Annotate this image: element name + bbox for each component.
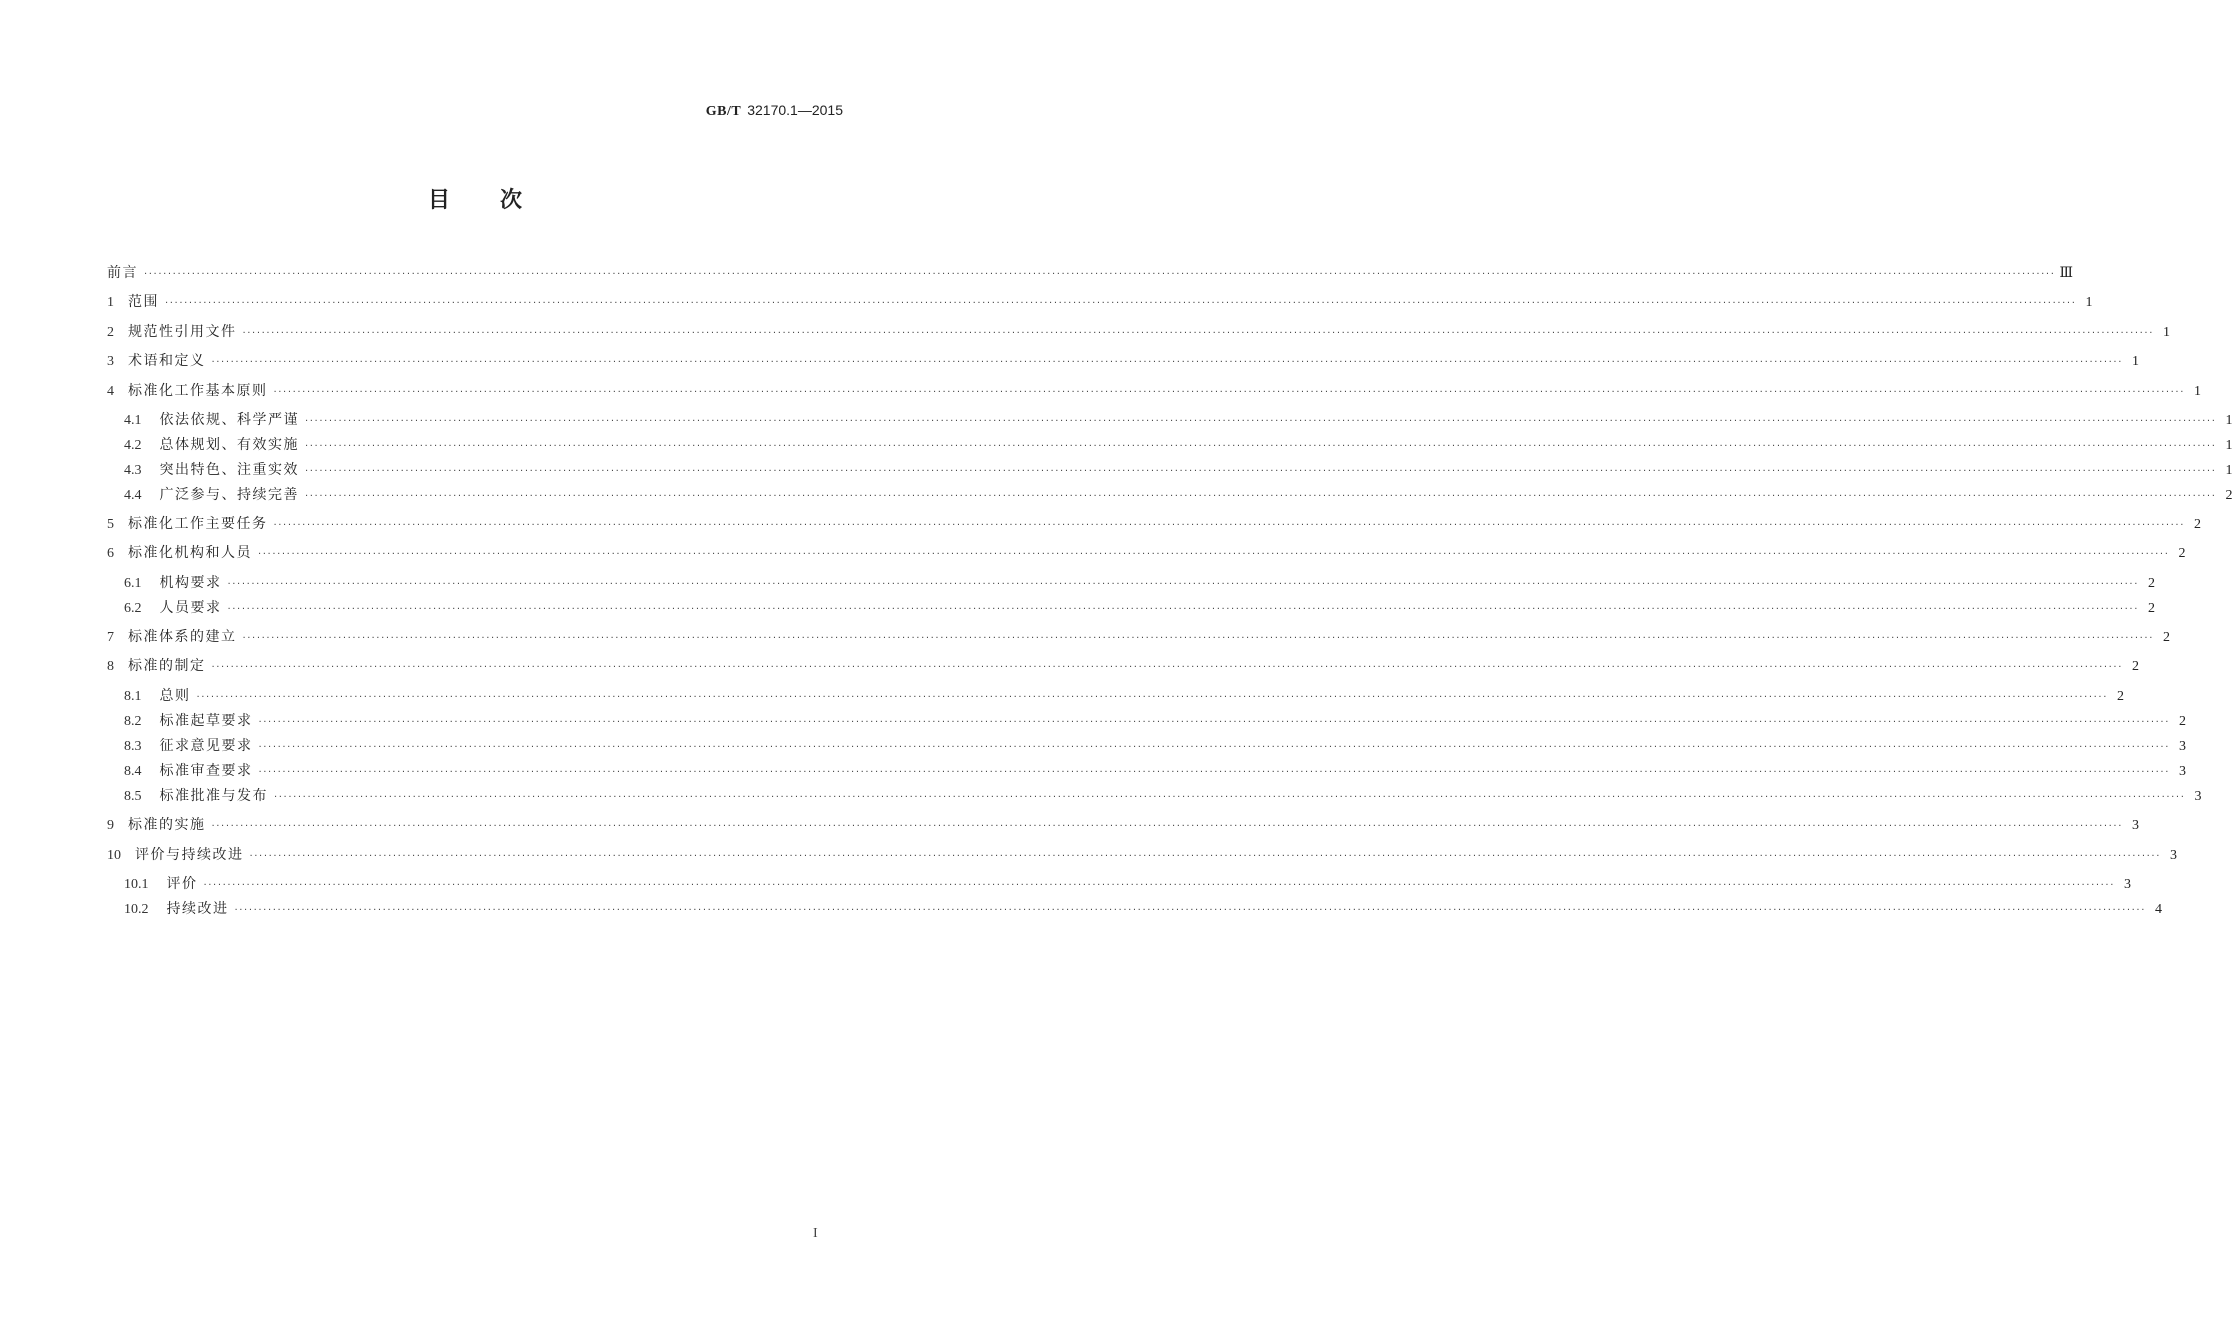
toc-section-number: 10.1 [124, 877, 149, 892]
toc-section-number: 4 [107, 384, 114, 399]
toc-entry[interactable] [124, 874, 2131, 894]
toc-entry-label [124, 736, 253, 757]
toc-entry[interactable] [107, 292, 2093, 312]
toc-entry[interactable] [107, 543, 2186, 563]
toc-entry-label [124, 686, 191, 707]
toc-entry-label [124, 435, 299, 456]
toc-dot-leader: ················································································································································································································································································································································································································ [258, 767, 2170, 778]
toc-entry[interactable] [107, 627, 2170, 647]
toc-page-number: Ⅲ [2059, 266, 2073, 281]
toc-entry[interactable] [107, 381, 2201, 401]
toc-dot-leader: ················································································································································································································································································································································································································ [274, 792, 2186, 803]
toc-section-title: 标准起草要求 [159, 713, 253, 729]
toc-page-number: 2 [2147, 576, 2155, 591]
toc-page-number: 1 [2225, 438, 2232, 453]
toc-page-number: 2 [2225, 488, 2232, 503]
toc-entry-label [124, 598, 222, 619]
toc-section-title: 广泛参与、持续完善 [159, 487, 299, 503]
toc-entry-label [107, 514, 268, 535]
toc-section-number: 6 [107, 546, 114, 561]
toc-section-title: 术语和定义 [128, 353, 206, 369]
toc-entry-label [124, 874, 198, 895]
toc-entry-label [107, 381, 268, 402]
toc-entry-label [107, 815, 206, 836]
toc-page-number: 3 [2178, 739, 2186, 754]
toc-entry[interactable] [124, 410, 2232, 430]
toc-page-number: 2 [2162, 630, 2170, 645]
toc-entry[interactable] [124, 711, 2186, 731]
toc-section-title: 总体规划、有效实施 [159, 437, 299, 453]
toc-section-title: 标准的制定 [128, 658, 206, 674]
toc-entry[interactable] [124, 686, 2124, 706]
toc-dot-leader: ················································································································································································································································································································································································································ [227, 579, 2139, 590]
toc-dot-leader: ················································································································································································································································································································································································································ [249, 851, 2161, 862]
toc-entry[interactable] [124, 736, 2186, 756]
toc-entry[interactable] [124, 761, 2186, 781]
toc-entry-label [124, 786, 268, 807]
toc-entry[interactable] [107, 514, 2201, 534]
toc-section-title: 征求意见要求 [159, 738, 253, 754]
toc-section-title: 范围 [128, 294, 159, 310]
toc-section-number: 8.4 [124, 764, 142, 779]
toc-page-number: 2 [2147, 601, 2155, 616]
toc-entry-label [107, 656, 206, 677]
toc-entry-label [107, 543, 252, 564]
toc-page-number: 3 [2194, 789, 2202, 804]
toc-section-number: 8 [107, 659, 114, 674]
toc-page-number: 3 [2169, 848, 2177, 863]
toc-page-number: 1 [2085, 295, 2093, 310]
toc-page-number: 3 [2123, 877, 2131, 892]
toc-entry-label [107, 292, 159, 313]
toc-dot-leader: ················································································································································································································································································································································································································ [144, 269, 2056, 280]
toc-dot-leader: ················································································································································································································································································································································································································ [211, 662, 2123, 673]
toc-entry-label [124, 899, 229, 920]
toc-entry[interactable] [107, 815, 2139, 835]
toc-entry[interactable] [107, 351, 2139, 371]
toc-dot-leader: ················································································································································································································································································································································································································ [203, 880, 2115, 891]
toc-page-number: 2 [2178, 714, 2186, 729]
toc-section-number: 9 [107, 818, 114, 833]
toc-dot-leader: ················································································································································································································································································································································································································ [211, 357, 2123, 368]
toc-entry[interactable] [124, 485, 2232, 505]
toc-section-title: 规范性引用文件 [128, 324, 237, 340]
toc-page-number: 1 [2225, 463, 2232, 478]
toc-dot-leader: ················································································································································································································································································································································································································ [273, 520, 2185, 531]
toc-dot-leader: ················································································································································································································································································································································································································ [258, 717, 2170, 728]
toc-section-number: 7 [107, 630, 114, 645]
toc-section-number: 4.3 [124, 463, 142, 478]
toc-section-number: 2 [107, 325, 114, 340]
toc-dot-leader: ················································································································································································································································································································································································································ [305, 491, 2217, 502]
toc-dot-leader: ················································································································································································································································································································································································································ [234, 905, 2146, 916]
toc-section-title: 持续改进 [166, 901, 229, 917]
toc-section-title: 标准体系的建立 [128, 629, 237, 645]
toc-entry-label [107, 351, 206, 372]
toc-entry[interactable] [107, 322, 2170, 342]
toc-dot-leader: ················································································································································································································································································································································································································ [305, 466, 2217, 477]
toc-dot-leader: ················································································································································································································································································································································································································ [211, 821, 2123, 832]
standard-prefix: GB/T [705, 104, 742, 119]
toc-section-number: 6.1 [124, 576, 142, 591]
toc-entry-label [124, 410, 299, 431]
toc-dot-leader: ················································································································································································································································································································································································································ [242, 328, 2154, 339]
toc-entry-label [124, 460, 299, 481]
toc-entry-label [107, 627, 237, 648]
toc-entry[interactable] [124, 786, 2202, 806]
toc-page-number: 1 [2225, 413, 2232, 428]
toc-section-number: 8.5 [124, 789, 142, 804]
toc-entry[interactable] [124, 435, 2232, 455]
toc-section-number: 8.2 [124, 714, 142, 729]
toc-entry-label [124, 761, 253, 782]
toc-entry-label [124, 711, 253, 732]
toc-dot-leader: ················································································································································································································································································································································································································ [196, 692, 2108, 703]
toc-dot-leader: ················································································································································································································································································································································································································ [242, 633, 2154, 644]
toc-entry[interactable] [107, 845, 2177, 865]
page-number: I [813, 1226, 818, 1241]
toc-section-title: 机构要求 [159, 575, 222, 591]
standard-number [706, 102, 843, 120]
toc-page-number: 3 [2131, 818, 2139, 833]
toc-section-title: 依法依规、科学严谨 [159, 412, 299, 428]
toc-section-number: 4.4 [124, 488, 142, 503]
toc-entry-label [124, 573, 222, 594]
toc-entry[interactable] [124, 598, 2155, 618]
toc-section-title: 标准化工作基本原则 [128, 383, 268, 399]
toc-section-title: 标准审查要求 [159, 763, 253, 779]
toc-entry[interactable] [124, 899, 2162, 919]
toc-section-title: 评价与持续改进 [135, 847, 244, 863]
toc-section-number: 6.2 [124, 601, 142, 616]
toc-page-number: 2 [2178, 546, 2186, 561]
toc-page-number: 1 [2131, 354, 2139, 369]
toc-section-number: 4.1 [124, 413, 142, 428]
toc-page-number: 1 [2193, 384, 2201, 399]
toc-page-number: 2 [2131, 659, 2139, 674]
toc-dot-leader: ················································································································································································································································································································································································································ [165, 298, 2077, 309]
toc-section-title: 前言 [107, 265, 138, 281]
toc-entry[interactable] [107, 263, 2073, 283]
toc-section-number: 5 [107, 517, 114, 532]
toc-page-number: 1 [2162, 325, 2170, 340]
toc-section-title: 评价 [166, 876, 198, 892]
toc-dot-leader: ················································································································································································································································································································································································································ [258, 742, 2170, 753]
toc-entry-label [107, 845, 244, 866]
toc-entry-label [107, 322, 237, 343]
toc-page-number: 2 [2116, 689, 2124, 704]
toc-entry[interactable] [124, 460, 2232, 480]
toc-section-number: 10 [107, 848, 121, 863]
toc-section-title: 标准的实施 [128, 817, 206, 833]
toc-section-number: 3 [107, 354, 114, 369]
toc-section-title: 人员要求 [159, 600, 222, 616]
toc-section-number: 4.2 [124, 438, 142, 453]
toc-dot-leader: ················································································································································································································································································································································································································ [227, 604, 2139, 615]
toc-page-number: 2 [2193, 517, 2201, 532]
toc-section-number: 10.2 [124, 902, 149, 917]
toc-section-title: 总则 [159, 688, 191, 704]
toc-dot-leader: ················································································································································································································································································································································································································ [273, 387, 2185, 398]
toc-entry-label [107, 263, 138, 283]
toc-section-number: 8.1 [124, 689, 142, 704]
toc-entry[interactable] [124, 573, 2155, 593]
toc-section-number: 1 [107, 295, 114, 310]
toc-dot-leader: ················································································································································································································································································································································································································ [305, 416, 2217, 427]
toc-entry[interactable] [107, 656, 2139, 676]
toc-section-title: 突出特色、注重实效 [159, 462, 299, 478]
toc-dot-leader: ················································································································································································································································································································································································································ [258, 549, 2170, 560]
toc-section-title: 标准化工作主要任务 [128, 516, 268, 532]
toc-page-number: 3 [2178, 764, 2186, 779]
toc-dot-leader: ················································································································································································································································································································································································································ [305, 441, 2217, 452]
toc-section-title: 标准批准与发布 [159, 788, 268, 804]
toc-page-number: 4 [2154, 902, 2162, 917]
toc-section-title: 标准化机构和人员 [128, 545, 252, 561]
toc-title: 目次 [427, 188, 572, 213]
toc-section-number: 8.3 [124, 739, 142, 754]
toc-entry-label [124, 485, 299, 506]
standard-code: 32170.1—2015 [747, 102, 843, 118]
